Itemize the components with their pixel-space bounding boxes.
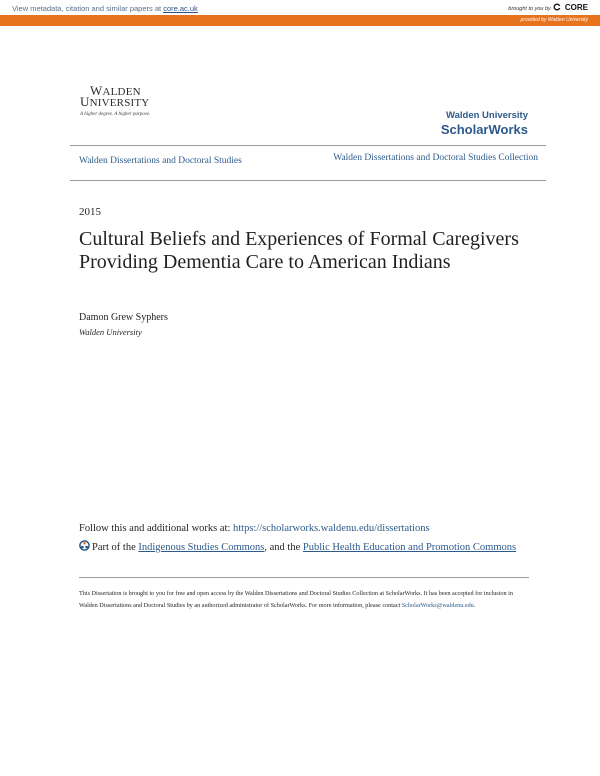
provided-by-bar [0, 15, 600, 26]
follow-line [79, 523, 430, 534]
part-of-line [79, 540, 519, 555]
scholarworks-line1: Walden University [445, 110, 528, 121]
scholarworks-line2: ScholarWorks [440, 122, 528, 137]
follow-url-link[interactable]: https://scholarworks.waldenu.edu/dissertations [233, 523, 430, 534]
logo-wordmark-2 [80, 94, 170, 109]
commons-network-icon [79, 540, 90, 551]
logo-initial-w: W [90, 83, 103, 98]
core-metadata-prefix: View metadata, citation and similar papers at [12, 4, 164, 13]
core-brought-by[interactable] [508, 3, 588, 12]
logo-tagline: A higher degree. A higher purpose. [80, 112, 151, 117]
logo-initial-u: U [80, 94, 90, 109]
publication-year: 2015 [79, 206, 101, 218]
notice-suffix: . [473, 602, 476, 609]
core-metadata-text [12, 4, 198, 13]
logo-rest-u: NIVERSITY [89, 97, 150, 109]
divider-top [70, 145, 546, 146]
indigenous-studies-link[interactable]: Indigenous Studies Commons [138, 542, 265, 553]
divider-notice [79, 577, 529, 578]
divider-bottom [70, 180, 546, 181]
provided-by-text: provided by Walden University [520, 17, 588, 23]
collection-link-right[interactable]: Walden Dissertations and Doctoral Studies Collection [333, 153, 538, 163]
scholarworks-logo[interactable] [441, 110, 528, 137]
part-of-mid: , and the [264, 542, 303, 553]
core-logo-icon [553, 3, 561, 11]
collection-link-left[interactable]: Walden Dissertations and Doctoral Studies [79, 156, 242, 166]
core-banner [0, 0, 600, 15]
walden-logo [80, 83, 170, 128]
author-institution: Walden University [79, 327, 142, 337]
core-link[interactable]: core.ac.uk [163, 4, 198, 13]
author-name: Damon Grew Syphers [79, 312, 168, 323]
core-brought-text: brought to you by [508, 6, 551, 12]
logo-rest-w: ALDEN [102, 86, 141, 98]
access-notice [79, 588, 529, 612]
follow-prefix: Follow this and additional works at: [79, 523, 233, 534]
document-title: Cultural Beliefs and Experiences of Formal Caregivers Providing Dementia Care to American Indians [79, 228, 519, 273]
notice-text: This Dissertation is brought to you for free and open access by the Walden Dissertations and Doctoral Studies Collection at ScholarWorks. It has been accepted for inclusion in Walden Dissertations and Doctoral Studies by an authorized administrator of ScholarWorks. For more information, please contact [79, 590, 513, 609]
contact-email-link[interactable]: ScholarWorks@waldenu.edu [401, 602, 474, 609]
part-of-prefix: Part of the [92, 542, 139, 553]
public-health-link[interactable]: Public Health Education and Promotion Commons [302, 542, 517, 553]
core-brand: CORE [564, 3, 588, 12]
logo-wordmark [80, 83, 170, 98]
